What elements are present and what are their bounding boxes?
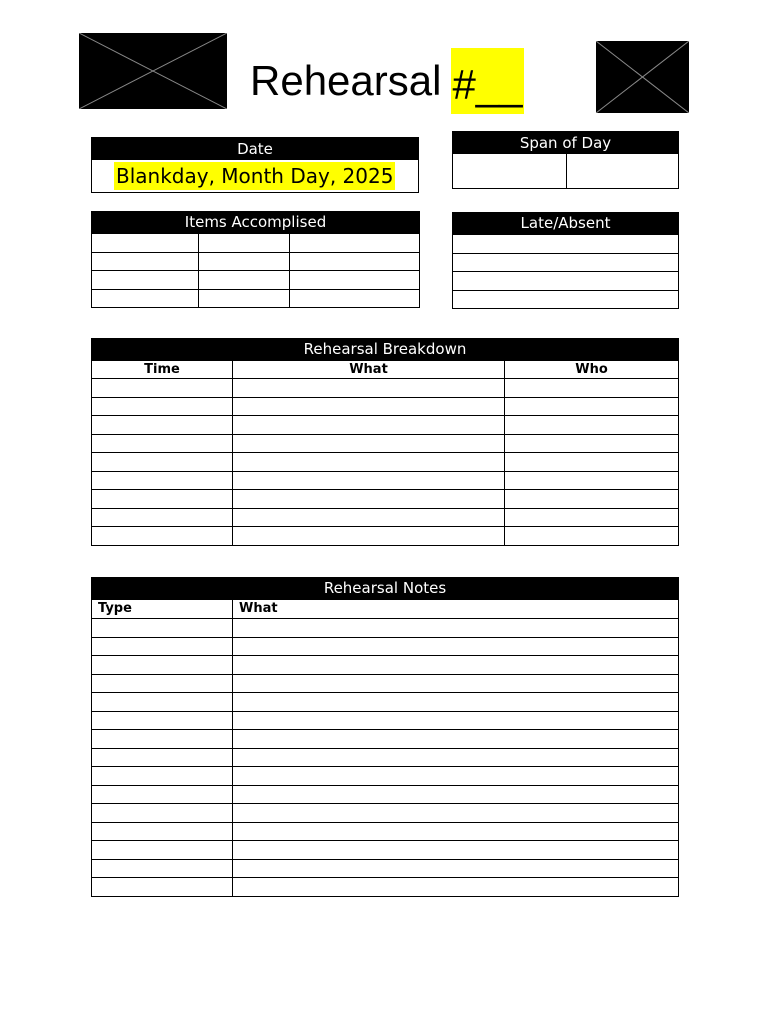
left-logo-placeholder-icon [79, 33, 227, 109]
table-row [92, 289, 420, 308]
table-cell[interactable] [92, 379, 233, 398]
table-cell[interactable] [233, 453, 505, 472]
table-cell[interactable] [233, 508, 505, 527]
table-cell[interactable] [505, 453, 679, 472]
table-cell[interactable] [505, 434, 679, 453]
table-row [92, 730, 679, 749]
table-row [92, 878, 679, 897]
span-end-cell[interactable] [567, 154, 679, 189]
table-cell[interactable] [92, 508, 233, 527]
table-cell[interactable] [92, 859, 233, 878]
table-cell[interactable] [233, 490, 505, 509]
table-cell[interactable] [505, 508, 679, 527]
table-row [92, 841, 679, 860]
table-row [92, 859, 679, 878]
column-header-what: What [233, 361, 505, 379]
table-cell[interactable] [290, 271, 420, 290]
table-row [92, 619, 679, 638]
table-cell[interactable] [233, 397, 505, 416]
table-cell[interactable] [92, 471, 233, 490]
items-accomplished-section [91, 211, 420, 308]
table-cell[interactable] [92, 416, 233, 435]
table-cell[interactable] [92, 527, 233, 546]
table-row [92, 397, 679, 416]
table-cell[interactable] [92, 767, 233, 786]
table-cell[interactable] [233, 822, 679, 841]
table-row [453, 253, 679, 272]
table-cell[interactable] [92, 289, 199, 308]
table-cell[interactable] [453, 235, 679, 254]
table-cell[interactable] [233, 859, 679, 878]
date-header: Date [92, 138, 418, 160]
table-cell[interactable] [505, 379, 679, 398]
column-header-who: Who [505, 361, 679, 379]
table-cell[interactable] [290, 234, 420, 253]
table-cell[interactable] [505, 490, 679, 509]
table-row [92, 656, 679, 675]
table-cell[interactable] [92, 619, 233, 638]
table-cell[interactable] [92, 490, 233, 509]
table-row [92, 804, 679, 823]
date-value-field[interactable]: Blankday, Month Day, 2025 [116, 164, 394, 188]
table-cell[interactable] [233, 693, 679, 712]
table-cell[interactable] [233, 674, 679, 693]
table-row [92, 379, 679, 398]
table-cell[interactable] [505, 527, 679, 546]
table-cell[interactable] [233, 878, 679, 897]
table-row [92, 693, 679, 712]
table-row [92, 434, 679, 453]
span-of-day-section [452, 131, 679, 189]
table-row [92, 637, 679, 656]
table-cell[interactable] [233, 785, 679, 804]
table-row [92, 674, 679, 693]
table-cell[interactable] [92, 841, 233, 860]
table-cell[interactable] [233, 767, 679, 786]
rehearsal-number-field[interactable]: #__ [451, 48, 523, 114]
table-cell[interactable] [92, 878, 233, 897]
right-logo-placeholder-icon [596, 41, 689, 113]
table-cell[interactable] [92, 397, 233, 416]
table-row [92, 711, 679, 730]
table-cell[interactable] [92, 730, 233, 749]
rehearsal-notes-section [91, 577, 679, 897]
table-cell[interactable] [199, 271, 290, 290]
table-cell[interactable] [233, 416, 505, 435]
table-row [92, 453, 679, 472]
table-row [92, 527, 679, 546]
table-row [92, 822, 679, 841]
table-cell[interactable] [92, 234, 199, 253]
table-row [92, 252, 420, 271]
table-cell[interactable] [199, 234, 290, 253]
table-cell[interactable] [233, 637, 679, 656]
table-cell[interactable] [92, 434, 233, 453]
late-absent-section [452, 212, 679, 309]
table-cell[interactable] [505, 416, 679, 435]
table-row [453, 272, 679, 291]
table-cell[interactable] [92, 453, 233, 472]
table-cell[interactable] [233, 527, 505, 546]
table-row [92, 471, 679, 490]
span-of-day-header: Span of Day [453, 132, 678, 154]
table-cell[interactable] [199, 252, 290, 271]
span-start-cell[interactable] [453, 154, 567, 189]
table-cell[interactable] [92, 271, 199, 290]
table-cell[interactable] [290, 252, 420, 271]
table-cell[interactable] [505, 397, 679, 416]
table-cell[interactable] [92, 785, 233, 804]
rehearsal-notes-header: Rehearsal Notes [91, 577, 679, 599]
table-cell[interactable] [233, 748, 679, 767]
table-cell[interactable] [233, 711, 679, 730]
table-row [92, 271, 420, 290]
table-cell[interactable] [92, 748, 233, 767]
table-cell[interactable] [92, 804, 233, 823]
table-cell[interactable] [233, 379, 505, 398]
table-cell[interactable] [453, 272, 679, 291]
table-row [92, 234, 420, 253]
column-header-what: What [233, 600, 679, 619]
table-cell[interactable] [233, 619, 679, 638]
table-cell[interactable] [92, 674, 233, 693]
late-absent-header: Late/Absent [452, 212, 679, 234]
rehearsal-breakdown-section [91, 338, 679, 546]
table-cell[interactable] [453, 253, 679, 272]
table-cell[interactable] [92, 711, 233, 730]
table-row [92, 508, 679, 527]
table-header-row [92, 361, 679, 379]
table-cell[interactable] [233, 804, 679, 823]
date-section [91, 137, 419, 193]
page-title [250, 46, 524, 116]
table-row [92, 785, 679, 804]
table-cell[interactable] [290, 289, 420, 308]
table-cell[interactable] [92, 252, 199, 271]
table-cell[interactable] [92, 693, 233, 712]
table-cell[interactable] [199, 289, 290, 308]
title-prefix: Rehearsal [250, 57, 442, 104]
table-cell[interactable] [233, 730, 679, 749]
table-cell[interactable] [505, 471, 679, 490]
rehearsal-breakdown-header: Rehearsal Breakdown [91, 338, 679, 360]
column-header-time: Time [92, 361, 233, 379]
table-row [453, 235, 679, 254]
table-row [453, 290, 679, 309]
table-row [92, 767, 679, 786]
table-cell[interactable] [92, 656, 233, 675]
table-cell[interactable] [92, 637, 233, 656]
table-cell[interactable] [233, 656, 679, 675]
table-cell[interactable] [233, 434, 505, 453]
table-row [92, 748, 679, 767]
table-cell[interactable] [92, 822, 233, 841]
column-header-type: Type [92, 600, 233, 619]
table-cell[interactable] [453, 290, 679, 309]
table-header-row [92, 600, 679, 619]
items-accomplished-header: Items Accomplised [91, 211, 420, 233]
table-cell[interactable] [233, 471, 505, 490]
table-row [92, 490, 679, 509]
table-cell[interactable] [233, 841, 679, 860]
table-row [92, 416, 679, 435]
